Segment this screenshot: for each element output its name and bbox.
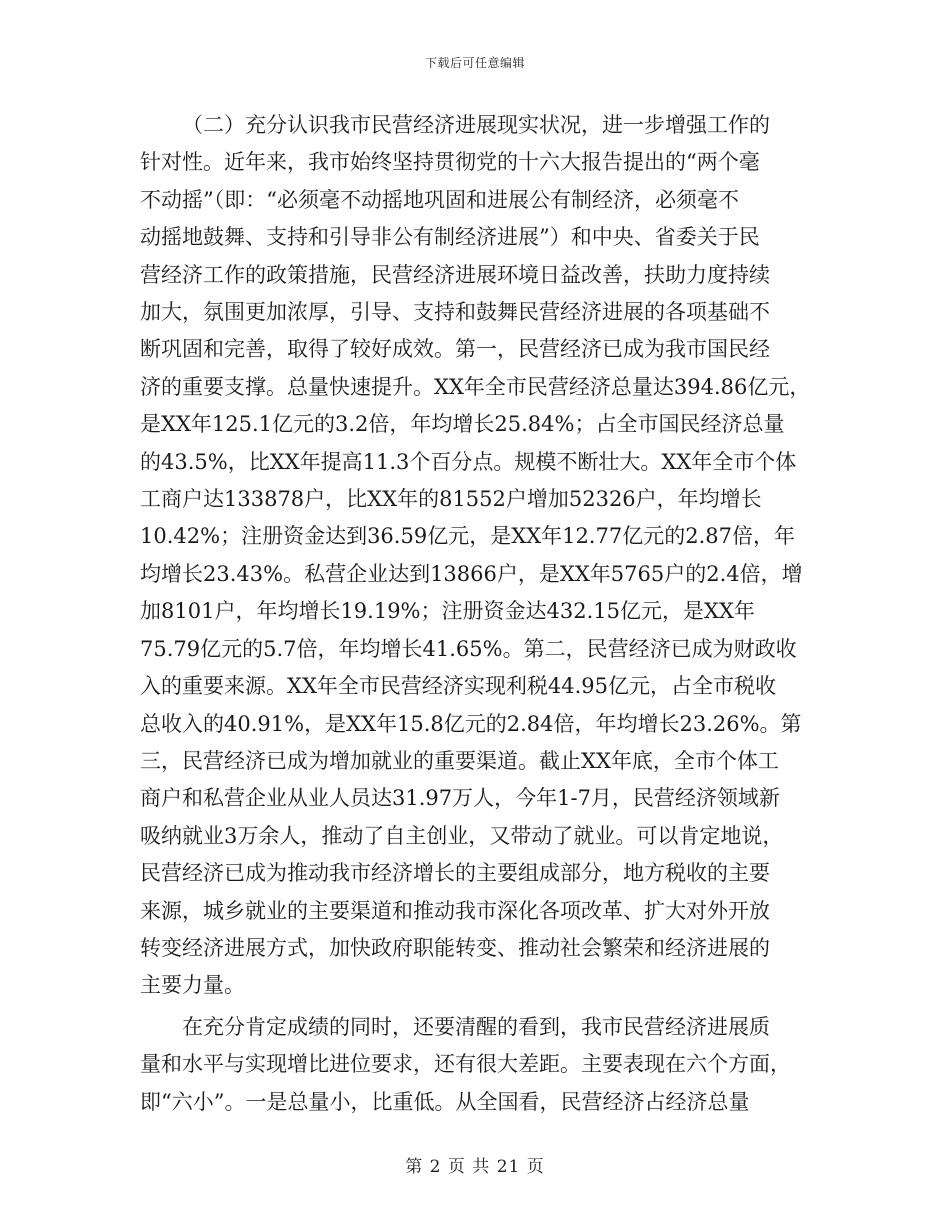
page-header-note: 下载后可任意编辑 [424, 56, 525, 70]
document-body [140, 107, 812, 1121]
page-number-footer: 第 2 页 共 21 页 [405, 1157, 545, 1177]
paragraph-2: 在充分肯定成绩的同时，还要清醒的看到，我市民营经济进展质 量和水平与实现增比进位要求，还有很大差距。主要表现在六个方面， 即“六小”。一是总量小，比重低。从全国看，民营经济占经济总量 [140, 1014, 791, 1114]
paragraph-1: （二）充分认识我市民营经济进展现实状况，进一步增强工作的 针对性。近年来，我市始终坚持贯彻党的十六大报告提出的“两个毫 不动摇”（即：“必须毫不动摇地巩固和进展公有制经济，必须毫不 动摇地鼓舞、支持和引导非公有制经济进展”）和中央、省委关于民 营经济工作的政策措施，民营经济进展环境日益改善，扶助力度持续 加大，氛围更加浓厚，引导、支持和鼓舞民营经济进展的各项基础不 断巩固和完善，取得了较好成效。第一，民营经济已成为我市国民经 济的重要支撑。总量快速提升。XX年全市民营经济总量达394.86亿元， 是XX年125.1亿元的3.2倍，年均增长25.84%；占全市国民经济总量 的43.5%，比XX年提高11.3个百分点。规模不断壮大。XX年全市个体 工商户达133878户，比XX年的81552户增加52326户，年均增长 10.42%；注册资金达到36.59亿元，是XX年12.77亿元的2.87倍，年 均增长23.43%。私营企业达到13866户，是XX年5765户的2.4倍，增 加8101户，年均增长19.19%；注册资金达432.15亿元，是XX年 75.79亿元的5.7倍，年均增长41.65%。第二，民营经济已成为财政收 入的重要来源。XX年全市民营经济实现利税44.95亿元，占全市税收 总收入的40.91%，是XX年15.8亿元的2.84倍，年均增长23.26%。第 三，民营经济已成为增加就业的重要渠道。截止XX年底，全市个体工 商户和私营企业从业人员达31.97万人，今年1-7月，民营经济领域新 吸纳就业3万余人，推动了自主创业，又带动了就业。可以肯定地说， 民营经济已成为推动我市经济增长的主要组成部分，地方税收的主要 来源，城乡就业的主要渠道和推动我市深化各项改革、扩大对外开放 转变经济进展方式，加快政府职能转变、推动社会繁荣和经济进展的 主要力量。 [140, 113, 811, 998]
